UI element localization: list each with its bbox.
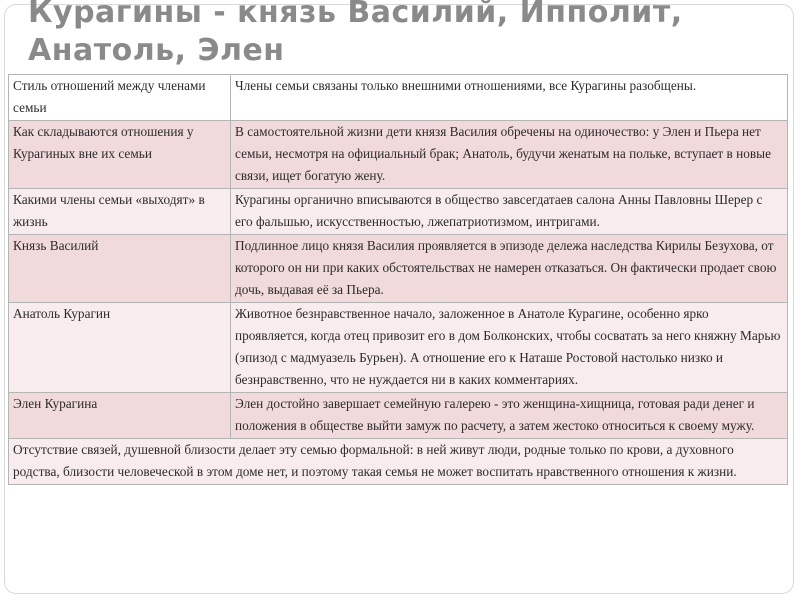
table-row-conclusion	[9, 439, 788, 485]
row-label: Элен Курагина	[9, 393, 231, 439]
row-text: Подлинное лицо князя Василия проявляется в эпизоде дележа наследства Кирилы Безухова, от которого он ни при каких обстоятельствах не намерен отказаться. Он фактически продает свою дочь, выдавая её за Пьера.	[231, 235, 788, 303]
table-row	[9, 75, 788, 121]
row-label: Как складываются отношения у Курагиных вне их семьи	[9, 121, 231, 189]
row-text: Курагины органично вписываются в общество завсегдатаев салона Анны Павловны Шерер с его фальшью, искусственностью, лжепатриотизмом, интригами.	[231, 189, 788, 235]
table-row	[9, 189, 788, 235]
table-row	[9, 303, 788, 393]
row-label: Анатоль Курагин	[9, 303, 231, 393]
row-text: Члены семьи связаны только внешними отношениями, все Курагины разобщены.	[231, 75, 788, 121]
row-label: Какими члены семьи «выходят» в жизнь	[9, 189, 231, 235]
row-label: Князь Василий	[9, 235, 231, 303]
table-row	[9, 393, 788, 439]
table-row	[9, 235, 788, 303]
slide-title: Курагины - князь Василий, Ипполит, Анатоль, Элен	[28, 0, 683, 68]
conclusion-text: Отсутствие связей, душевной близости делает эту семью формальной: в ней живут люди, родные только по крови, а духовного родства, близости человеческой в этом доме нет, и поэтому такая семья не может воспитать нравственного отношения к жизни.	[9, 439, 788, 485]
kuragin-family-table	[8, 74, 788, 485]
row-text: В самостоятельной жизни дети князя Василия обречены на одиночество: у Элен и Пьера нет семьи, несмотря на официальный брак; Анатоль, будучи женатым на польке, вступает в новые связи, ищет богатую жену.	[231, 121, 788, 189]
table-row	[9, 121, 788, 189]
row-label: Стиль отношений между членами семьи	[9, 75, 231, 121]
row-text: Животное безнравственное начало, заложенное в Анатоле Курагине, особенно ярко проявляется, когда отец привозит его в дом Болконских, чтобы сосватать за него княжну Марью (эпизод с мадмуазель Бурьен). А отношение его к Наташе Ростовой настолько низко и безнравственно, что не нуждается ни в каких комментариях.	[231, 303, 788, 393]
row-text: Элен достойно завершает семейную галерею - это женщина-хищница, готовая ради денег и положения в обществе выйти замуж по расчету, а затем жестоко относиться к своему мужу.	[231, 393, 788, 439]
